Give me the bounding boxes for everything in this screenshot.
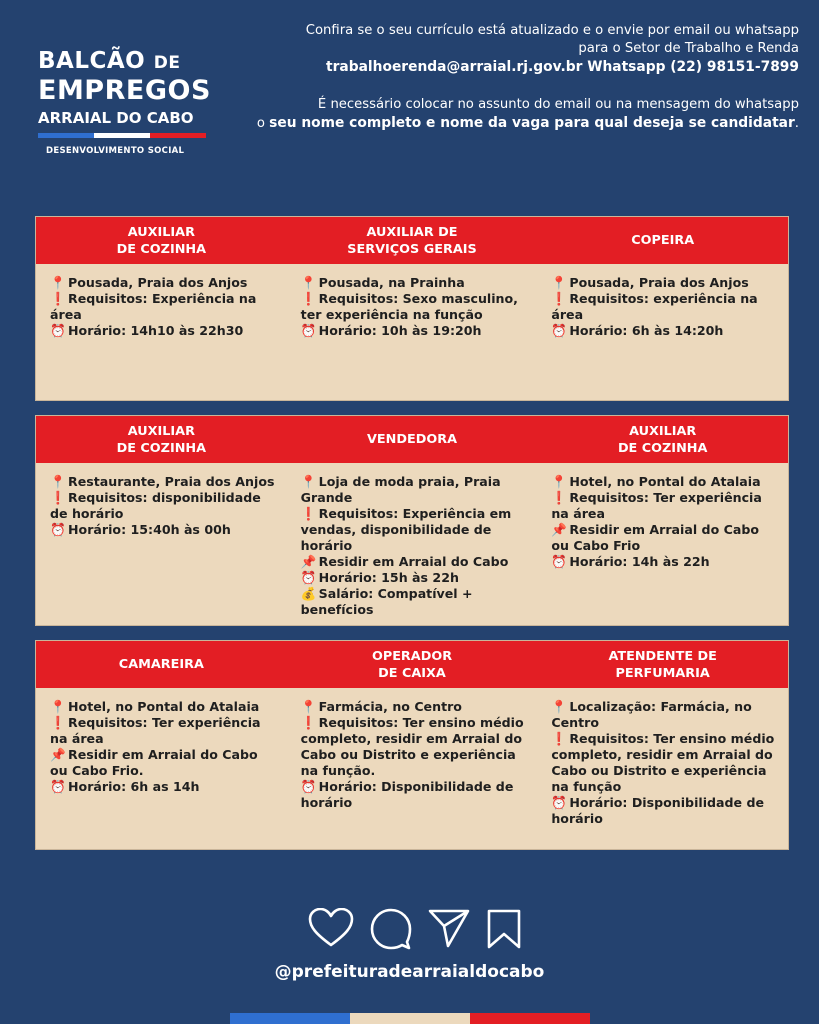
job-detail-line — [551, 554, 778, 570]
alarm-clock-icon: ⏰ — [300, 570, 317, 585]
exclamation-icon: ❗ — [551, 490, 568, 505]
job-details — [36, 474, 287, 618]
job-detail-line — [301, 275, 528, 291]
pin-icon: 📍 — [300, 474, 317, 489]
note-bold: seu nome completo e nome da vaga para qual deseja se candidatar — [269, 115, 795, 131]
info-block — [239, 22, 799, 133]
job-detail-text: Loja de moda praia, Praia Grande — [300, 474, 501, 505]
job-detail-line — [551, 490, 778, 522]
logo-stripes — [38, 133, 206, 138]
job-title-line1: AUXILIAR DE — [366, 224, 458, 240]
pushpin-icon: 📌 — [300, 554, 317, 569]
job-detail-text: Residir em Arraial do Cabo — [318, 554, 509, 569]
job-detail-line — [301, 323, 528, 339]
contact-line[interactable]: trabalhoerenda@arraial.rj.gov.br Whatsapp (22) 98151-7899 — [326, 59, 799, 75]
job-details — [537, 699, 788, 827]
job-detail-text: Requisitos: Ter ensino médio completo, residir em Arraial do Cabo ou Distrito e experiência na função. — [300, 715, 524, 778]
job-title-line1: ATENDENTE DE — [608, 648, 717, 664]
job-row-body — [36, 463, 788, 618]
job-title-line2: DE COZINHA — [116, 440, 207, 456]
instagram-handle[interactable]: @prefeituradearraialdocabo — [274, 962, 545, 982]
job-detail-text: Horário: 15:40h às 00h — [68, 522, 231, 537]
job-row-body — [36, 264, 788, 339]
job-row-body — [36, 688, 788, 827]
money-bag-icon: 💰 — [300, 586, 317, 601]
job-title — [537, 416, 788, 463]
job-detail-line — [301, 586, 528, 618]
pin-icon: 📍 — [551, 699, 568, 714]
job-detail-text: Pousada, Praia dos Anjos — [68, 275, 248, 290]
job-detail-line — [50, 522, 277, 538]
job-title-line1: CAMAREIRA — [118, 657, 204, 672]
job-detail-line — [50, 291, 277, 323]
job-detail-line — [301, 506, 528, 554]
job-title-line2: SERVIÇOS GERAIS — [347, 241, 477, 257]
note-line2 — [239, 114, 799, 133]
job-row-header — [36, 641, 788, 688]
job-detail-line — [551, 323, 778, 339]
job-detail-line — [50, 275, 277, 291]
logo-line1: BALCÃO — [38, 48, 146, 74]
job-detail-text: Residir em Arraial do Cabo ou Cabo Frio — [551, 522, 760, 553]
job-title-line1: AUXILIAR — [127, 224, 195, 240]
pin-icon: 📍 — [50, 474, 66, 489]
logo-de: DE — [153, 53, 181, 73]
bottom-stripe-beige — [350, 1013, 470, 1024]
job-detail-line — [551, 699, 778, 731]
job-title-line1: OPERADOR — [371, 648, 453, 664]
job-detail-text: Requisitos: Ter ensino médio completo, residir em Arraial do Cabo ou Distrito e experiência na função — [551, 731, 775, 794]
pin-icon: 📍 — [300, 699, 317, 714]
job-title — [36, 217, 287, 264]
job-detail-text: Requisitos: Ter experiência na área — [551, 490, 762, 521]
pin-icon: 📍 — [300, 275, 317, 290]
job-detail-text: Horário: 6h as 14h — [68, 779, 200, 794]
job-detail-text: Hotel, no Pontal do Atalaia — [68, 699, 260, 714]
exclamation-icon: ❗ — [300, 506, 317, 521]
job-title-line1: AUXILIAR — [127, 423, 195, 439]
stripe-red — [150, 133, 206, 138]
note-line1: É necessário colocar no assunto do email ou na mensagem do whatsapp — [317, 97, 799, 112]
send-icon[interactable] — [428, 908, 470, 948]
job-detail-text: Horário: 14h às 22h — [569, 554, 710, 569]
job-detail-line — [50, 699, 277, 715]
logo-line3: ARRAIAL DO CABO — [38, 109, 194, 127]
social-icons — [308, 908, 522, 950]
job-title-line2: DE COZINHA — [617, 440, 708, 456]
note-pre: o — [256, 116, 270, 131]
logo-line2: EMPREGOS — [38, 75, 211, 106]
job-title-line1: VENDEDORA — [367, 432, 457, 447]
stripe-white — [94, 133, 150, 138]
job-detail-text: Hotel, no Pontal do Atalaia — [569, 474, 761, 489]
job-detail-text: Restaurante, Praia dos Anjos — [68, 474, 275, 489]
pin-icon: 📍 — [50, 699, 66, 714]
job-details — [287, 474, 538, 618]
job-detail-text: Horário: 6h às 14:20h — [569, 323, 724, 338]
alarm-clock-icon: ⏰ — [551, 795, 568, 810]
job-detail-line — [551, 291, 778, 323]
info-line1: Confira se o seu currículo está atualizado e o envie por email ou whatsapp — [305, 23, 799, 38]
job-title — [287, 217, 538, 264]
job-details — [36, 275, 287, 339]
job-detail-line — [551, 795, 778, 827]
bookmark-icon[interactable] — [486, 908, 522, 950]
job-details — [36, 699, 287, 827]
job-title — [287, 641, 538, 688]
job-row-header — [36, 416, 788, 463]
job-details — [287, 275, 538, 339]
job-row-2 — [35, 415, 789, 626]
job-detail-line — [301, 570, 528, 586]
job-detail-text: Horário: 10h às 19:20h — [318, 323, 482, 338]
job-details — [537, 275, 788, 339]
exclamation-icon: ❗ — [50, 490, 66, 505]
job-detail-text: Requisitos: Experiência em vendas, disponibilidade de horário — [300, 506, 512, 553]
job-title-line1: AUXILIAR — [629, 423, 697, 439]
job-detail-line — [301, 554, 528, 570]
info-line2: para o Setor de Trabalho e Renda — [578, 41, 799, 56]
job-title — [287, 416, 538, 463]
job-detail-line — [50, 474, 277, 490]
job-details — [287, 699, 538, 827]
job-detail-line — [50, 779, 277, 795]
job-detail-text: Horário: 14h10 às 22h30 — [68, 323, 244, 338]
pin-icon: 📍 — [551, 275, 568, 290]
job-detail-line — [551, 275, 778, 291]
job-detail-text: Residir em Arraial do Cabo ou Cabo Frio. — [50, 747, 258, 778]
bottom-stripes — [230, 1013, 590, 1024]
job-title — [36, 641, 287, 688]
alarm-clock-icon: ⏰ — [551, 554, 568, 569]
job-detail-line — [50, 490, 277, 522]
exclamation-icon: ❗ — [50, 715, 66, 730]
job-title-line1: COPEIRA — [631, 233, 695, 248]
job-detail-line — [551, 474, 778, 490]
job-detail-text: Requisitos: Sexo masculino, ter experiência na função — [300, 291, 518, 322]
exclamation-icon: ❗ — [551, 291, 568, 306]
job-detail-line — [50, 715, 277, 747]
pushpin-icon: 📌 — [50, 747, 66, 762]
pin-icon: 📍 — [551, 474, 568, 489]
alarm-clock-icon: ⏰ — [50, 323, 66, 338]
job-detail-line — [551, 731, 778, 795]
job-title-line2: DE CAIXA — [378, 665, 446, 681]
alarm-clock-icon: ⏰ — [300, 323, 317, 338]
job-detail-text: Horário: Disponibilidade de horário — [551, 795, 765, 826]
job-title — [537, 641, 788, 688]
alarm-clock-icon: ⏰ — [50, 522, 66, 537]
job-detail-line — [301, 779, 528, 811]
job-detail-text: Requisitos: experiência na área — [551, 291, 758, 322]
job-title-line2: DE COZINHA — [116, 241, 207, 257]
exclamation-icon: ❗ — [50, 291, 66, 306]
bottom-stripe-red — [470, 1013, 590, 1024]
job-row-3 — [35, 640, 789, 850]
alarm-clock-icon: ⏰ — [300, 779, 317, 794]
job-detail-text: Requisitos: Ter experiência na área — [50, 715, 261, 746]
job-detail-text: Horário: Disponibilidade de horário — [300, 779, 514, 810]
job-detail-text: Pousada, na Prainha — [318, 275, 465, 290]
job-detail-text: Farmácia, no Centro — [318, 699, 462, 714]
exclamation-icon: ❗ — [551, 731, 568, 746]
job-detail-line — [301, 291, 528, 323]
job-detail-text: Requisitos: disponibilidade de horário — [50, 490, 261, 521]
job-row-1 — [35, 216, 789, 401]
job-detail-line — [50, 323, 277, 339]
job-detail-text: Salário: Compatível + benefícios — [300, 586, 473, 617]
alarm-clock-icon: ⏰ — [50, 779, 66, 794]
job-detail-line — [301, 715, 528, 779]
logo — [38, 48, 213, 156]
job-detail-text: Requisitos: Experiência na área — [50, 291, 257, 322]
job-detail-text: Pousada, Praia dos Anjos — [569, 275, 749, 290]
pushpin-icon: 📌 — [551, 522, 568, 537]
job-details — [537, 474, 788, 618]
job-detail-text: Horário: 15h às 22h — [318, 570, 459, 585]
job-title — [36, 416, 287, 463]
stripe-blue — [38, 133, 94, 138]
exclamation-icon: ❗ — [300, 715, 317, 730]
job-title-line2: PERFUMARIA — [615, 665, 710, 681]
exclamation-icon: ❗ — [300, 291, 317, 306]
bottom-stripe-blue — [230, 1013, 350, 1024]
job-detail-line — [551, 522, 778, 554]
job-detail-line — [301, 474, 528, 506]
comment-icon[interactable] — [370, 908, 412, 950]
job-row-header — [36, 217, 788, 264]
pin-icon: 📍 — [50, 275, 66, 290]
logo-line4: DESENVOLVIMENTO SOCIAL — [46, 146, 185, 156]
job-detail-text: Localização: Farmácia, no Centro — [551, 699, 752, 730]
heart-icon[interactable] — [308, 908, 354, 948]
job-detail-line — [301, 699, 528, 715]
job-detail-line — [50, 747, 277, 779]
alarm-clock-icon: ⏰ — [551, 323, 568, 338]
job-title — [537, 217, 788, 264]
note-post: . — [794, 116, 799, 131]
